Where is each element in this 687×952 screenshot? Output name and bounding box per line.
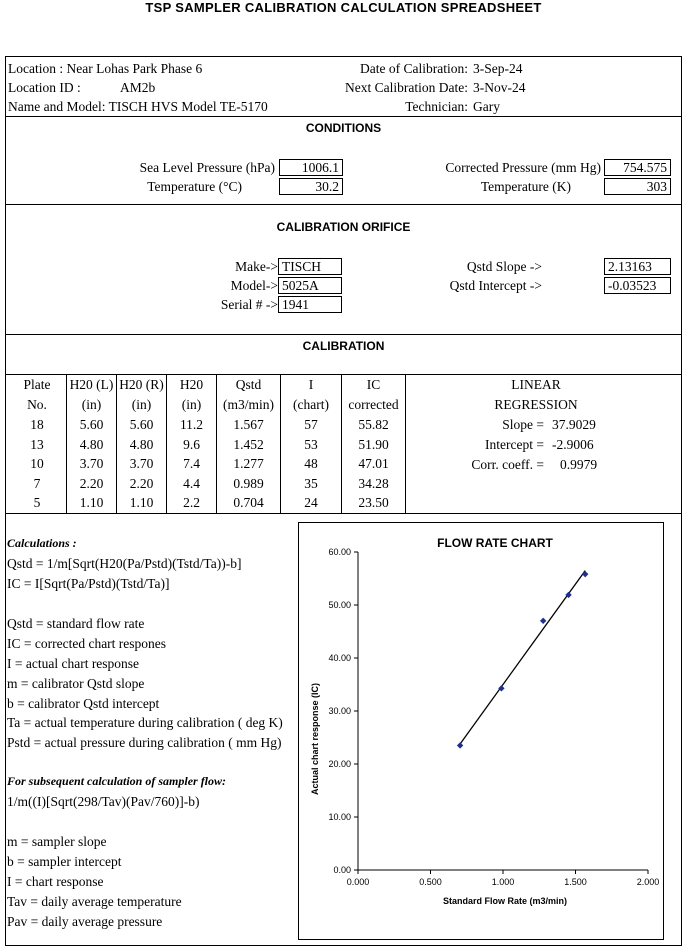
definition: I = actual chart response [7, 656, 140, 671]
make-value: TISCH [278, 258, 342, 275]
corrected-pressure-value: 754.575 [604, 159, 671, 176]
column-header: (in) [131, 397, 152, 412]
col-divider [405, 374, 406, 513]
table-cell: 11.2 [179, 417, 204, 432]
date-value: 3-Sep-24 [473, 61, 523, 76]
chart-x-tick-label: 0.000 [346, 877, 370, 887]
table-cell: 1.10 [79, 495, 104, 511]
regression-intercept-value: -2.9006 [552, 437, 594, 452]
sampler-definition: Tav = daily average temperature [7, 894, 182, 909]
table-cell: 51.90 [358, 436, 389, 452]
subsequent-formula: 1/m((I)[Sqrt(298/Tav)(Pav/760)]-b) [7, 794, 200, 809]
chart-y-tick-label: 40.00 [328, 653, 351, 663]
column-header: I [308, 377, 314, 392]
chart-y-tick-label: 50.00 [328, 600, 351, 610]
qstd-slope-label: Qstd Slope -> [466, 259, 542, 274]
table-cell: 24 [304, 495, 318, 511]
table-cell: 3.70 [79, 456, 104, 472]
chart-title: FLOW RATE CHART [437, 536, 553, 550]
column-header: (in) [181, 397, 202, 412]
table-cell: 57 [304, 417, 318, 432]
regression-slope-value: 37.9029 [552, 417, 596, 432]
next-date-value: 3-Nov-24 [473, 80, 526, 95]
table-cell: 5.60 [129, 417, 154, 432]
location-id-label: Location ID : [8, 80, 81, 95]
table-cell: 2.2 [183, 495, 200, 511]
chart-x-tick-label: 2.000 [636, 877, 660, 887]
qstd-intercept-value: -0.03523 [604, 277, 671, 294]
technician-value: Gary [473, 99, 500, 114]
regression-heading-2: REGRESSION [494, 397, 578, 412]
date-label: Date of Calibration: [360, 61, 468, 76]
chart-x-tick-label: 1.000 [491, 877, 515, 887]
divider-calibration-table [5, 513, 682, 514]
column-header: Plate [23, 377, 51, 392]
table-cell: 3.70 [129, 456, 154, 472]
divider-orifice [5, 334, 682, 335]
make-label: Make-> [235, 259, 278, 274]
table-cell: 34.28 [358, 475, 389, 491]
serial-label: Serial # -> [220, 297, 278, 312]
divider-calibration-heading [5, 374, 682, 375]
regression-corr-label: Corr. coeff. = [471, 457, 544, 472]
table-cell: 2.20 [129, 475, 154, 491]
divider-header [5, 116, 682, 117]
table-cell: 18 [30, 417, 44, 432]
table-cell: 10 [30, 456, 44, 472]
table-cell: 1.567 [233, 417, 264, 432]
serial-value: 1941 [278, 296, 342, 313]
regression-slope-label: Slope = [502, 417, 544, 432]
corrected-pressure-label: Corrected Pressure (mm Hg) [445, 160, 601, 175]
table-cell: 5 [33, 495, 41, 511]
chart-x-tick-label: 0.500 [419, 877, 442, 887]
definition: m = calibrator Qstd slope [7, 676, 145, 691]
regression-corr-value: 0.9979 [560, 457, 598, 472]
definition: IC = corrected chart respones [7, 636, 167, 651]
temperature-c-value: 30.2 [279, 178, 343, 195]
table-cell: 7 [33, 475, 41, 491]
technician-label: Technician: [405, 99, 468, 114]
temperature-c-label: Temperature (°C) [147, 179, 242, 194]
table-cell: 7.4 [183, 456, 200, 472]
chart-ylabel: Actual chart response (IC) [310, 682, 320, 796]
table-cell: 1.452 [233, 436, 264, 452]
calibration-heading: CALIBRATION [302, 339, 385, 353]
column-header: H20 [179, 377, 204, 392]
regression-intercept-label: Intercept = [485, 437, 544, 452]
definition: Ta = actual temperature during calibration ( deg K) [7, 715, 283, 730]
table-cell: 9.6 [183, 436, 200, 452]
table-cell: 5.60 [79, 417, 104, 432]
table-cell: 47.01 [358, 456, 389, 472]
table-cell: 0.989 [233, 475, 264, 491]
table-cell: 4.80 [79, 436, 104, 452]
column-header: (in) [81, 397, 102, 412]
column-header: Qstd [235, 377, 262, 392]
table-cell: 0.704 [233, 495, 264, 511]
chart-y-tick-label: 30.00 [328, 706, 351, 716]
column-header: corrected [348, 397, 399, 412]
temperature-k-label: Temperature (K) [480, 179, 571, 194]
qstd-slope-value: 2.13163 [604, 258, 671, 275]
table-cell: 55.82 [358, 417, 389, 432]
temperature-k-value: 303 [604, 178, 671, 195]
conditions-heading: CONDITIONS [305, 121, 382, 135]
table-cell: 13 [30, 436, 44, 452]
table-cell: 1.277 [233, 456, 264, 472]
location: Location : Near Lohas Park Phase 6 [8, 61, 203, 76]
column-header: H20 (R) [119, 377, 164, 392]
model-label: Model-> [230, 278, 278, 293]
sampler-definition: b = sampler intercept [7, 854, 122, 869]
orifice-heading: CALIBRATION ORIFICE [276, 220, 411, 234]
table-cell: 23.50 [358, 495, 389, 511]
divider-conditions [5, 204, 682, 205]
column-header: (m3/min) [223, 397, 274, 412]
calculations-heading: Calculations : [7, 536, 77, 550]
definition: b = calibrator Qstd intercept [7, 696, 160, 711]
column-header: IC [366, 377, 381, 392]
table-cell: 35 [304, 475, 318, 491]
table-cell: 4.80 [129, 436, 154, 452]
chart-x-tick-label: 1.500 [564, 877, 587, 887]
column-header: No. [27, 397, 47, 412]
name-model: Name and Model: TISCH HVS Model TE-5170 [8, 99, 268, 114]
formula-ic: IC = I[Sqrt(Pa/Pstd)(Tstd/Ta)] [7, 576, 170, 591]
table-cell: 53 [304, 436, 318, 452]
regression-heading-1: LINEAR [511, 377, 561, 392]
page-title: TSP SAMPLER CALIBRATION CALCULATION SPREADSHEET [145, 0, 542, 15]
location-id-value: AM2b [120, 80, 156, 95]
column-header: H20 (L) [69, 377, 114, 392]
sampler-definition: I = chart response [7, 874, 104, 889]
subsequent-heading: For subsequent calculation of sampler flow: [7, 774, 227, 788]
chart-y-tick-label: 0.00 [333, 865, 351, 875]
formula-qstd: Qstd = 1/m[Sqrt(H20(Pa/Pstd)(Tstd/Ta))-b] [7, 556, 242, 571]
model-value: 5025A [278, 277, 342, 294]
chart-y-tick-label: 10.00 [328, 812, 351, 822]
next-date-label: Next Calibration Date: [345, 80, 468, 95]
chart-xlabel: Standard Flow Rate (m3/min) [442, 896, 568, 906]
column-header: (chart) [293, 397, 329, 412]
table-cell: 2.20 [79, 475, 104, 491]
sampler-definition: Pav = daily average pressure [7, 914, 163, 929]
sea-level-pressure-value: 1006.1 [279, 159, 343, 176]
flow-rate-chart [298, 522, 664, 940]
qstd-intercept-label: Qstd Intercept -> [449, 278, 542, 293]
chart-y-tick-label: 20.00 [328, 759, 351, 769]
sampler-definition: m = sampler slope [7, 834, 107, 849]
table-cell: 1.10 [129, 495, 154, 511]
table-cell: 48 [304, 456, 318, 472]
definition: Pstd = actual pressure during calibration ( mm Hg) [7, 735, 282, 750]
table-cell: 4.4 [183, 475, 200, 491]
sea-level-pressure-label: Sea Level Pressure (hPa) [139, 160, 275, 175]
definition: Qstd = standard flow rate [7, 616, 145, 631]
chart-y-tick-label: 60.00 [328, 547, 351, 557]
